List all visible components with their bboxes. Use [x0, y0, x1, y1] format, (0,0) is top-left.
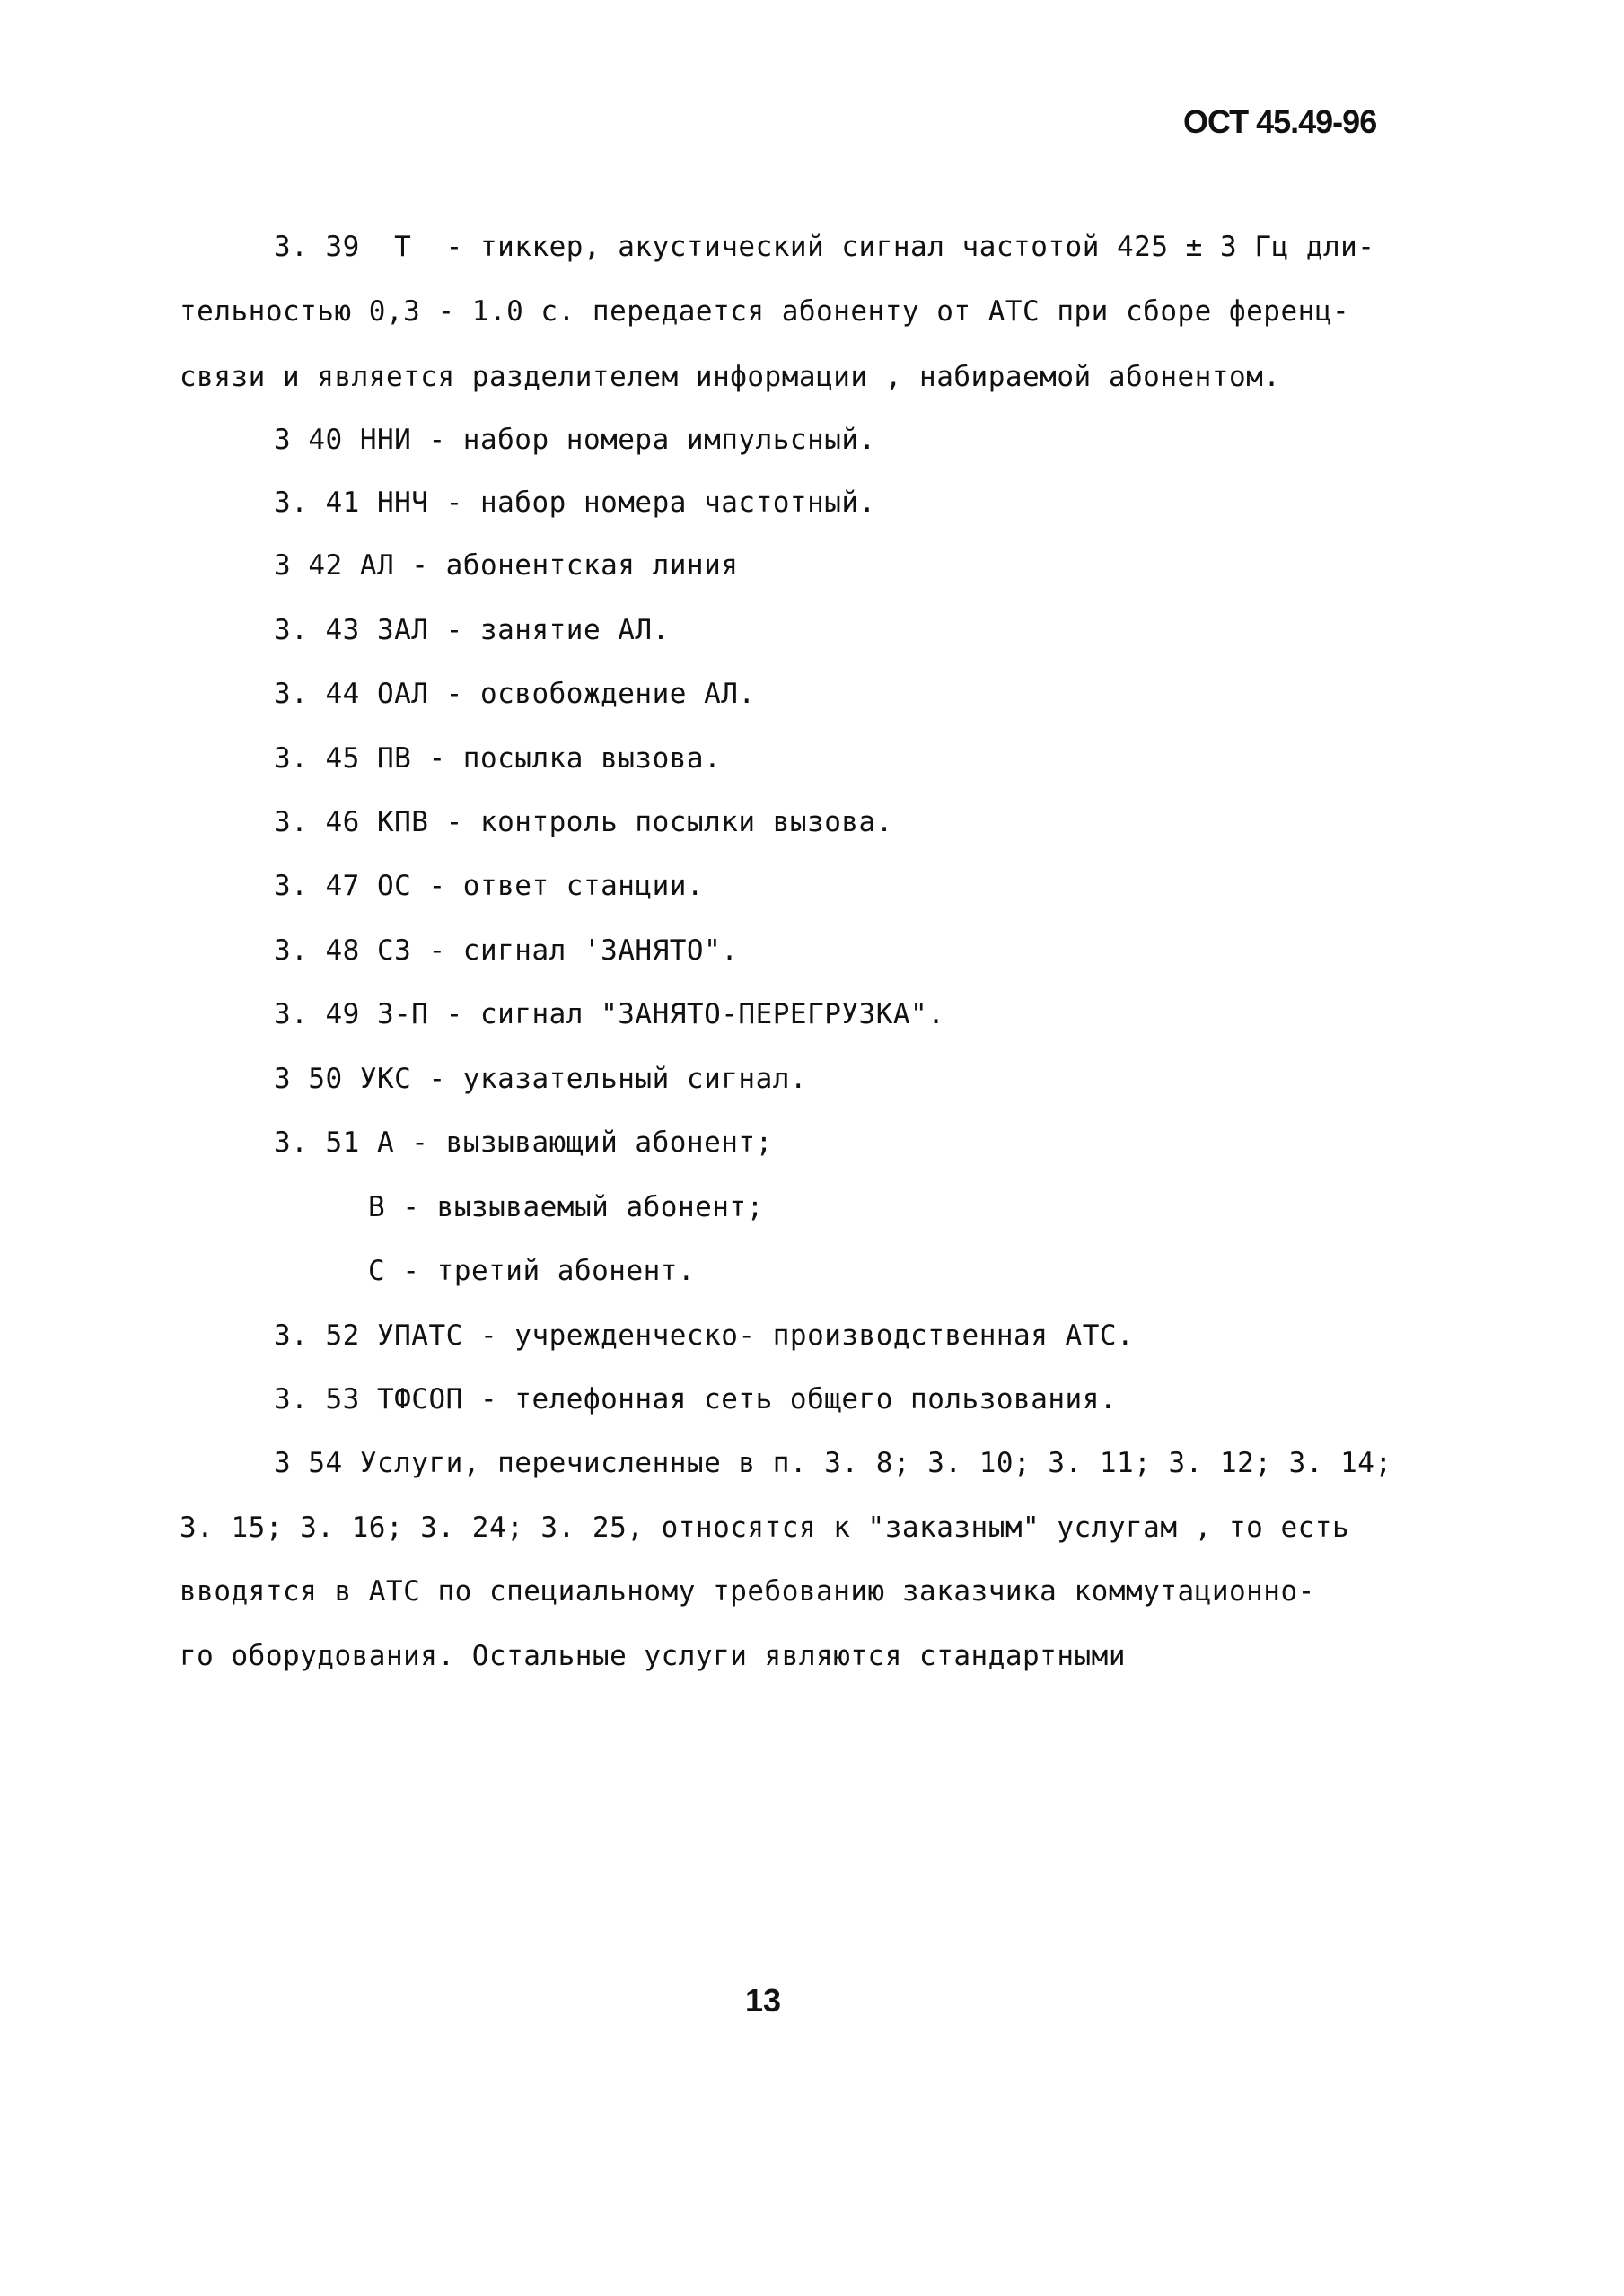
text-line: 3. 15; 3. 16; 3. 24; 3. 25, относятся к "заказным" услугам , то есть — [180, 1512, 1350, 1544]
text-line: С - третий абонент. — [368, 1255, 696, 1287]
text-line: 3 54 Услуги, перечисленные в п. 3. 8; 3. 10; 3. 11; 3. 12; 3. 14; — [274, 1447, 1392, 1479]
text-line: 3. 48 СЗ - сигнал 'ЗАНЯТО". — [274, 934, 739, 967]
page-number: 13 — [745, 1982, 782, 2019]
text-line: 3. 39 Т - тиккер, акустический сигнал частотой 425 ± 3 Гц дли- — [274, 231, 1375, 263]
text-line: 3. 51 А - вызывающий абонент; — [274, 1126, 773, 1159]
text-line: 3. 43 ЗАЛ - занятие АЛ. — [274, 614, 670, 646]
text-line: 3. 47 ОС - ответ станции. — [274, 870, 705, 902]
text-line: В - вызываемый абонент; — [368, 1191, 764, 1223]
text-line: го оборудования. Остальные услуги являются стандартными — [180, 1640, 1126, 1672]
text-line: вводятся в АТС по специальному требованию заказчика коммутационно- — [180, 1575, 1315, 1608]
text-line: 3. 49 З-П - сигнал "ЗАНЯТО-ПЕРЕГРУЗКА". — [274, 998, 945, 1030]
text-line: 3. 46 КПВ - контроль посылки вызова. — [274, 806, 893, 838]
text-line: 3. 44 ОАЛ - освобождение АЛ. — [274, 678, 756, 710]
text-line: 3 50 УКС - указательный сигнал. — [274, 1063, 808, 1095]
text-line: связи и является разделителем информации , набираемой абонентом. — [180, 361, 1281, 393]
text-line: 3 42 АЛ - абонентская линия — [274, 549, 739, 582]
text-line: 3 40 ННИ - набор номера импульсный. — [274, 424, 876, 456]
text-line: 3. 52 УПАТС - учрежденческо- производственная АТС. — [274, 1319, 1135, 1352]
text-line: 3. 45 ПВ - посылка вызова. — [274, 742, 722, 775]
text-line: 3. 41 ННЧ - набор номера частотный. — [274, 486, 876, 519]
text-line: 3. 53 ТФСОП - телефонная сеть общего пользования. — [274, 1383, 1118, 1415]
text-line: тельностью 0,3 - 1.0 с. передается абоненту от АТС при сборе ференц- — [180, 295, 1350, 328]
document-code: ОСТ 45.49-96 — [1183, 103, 1377, 140]
